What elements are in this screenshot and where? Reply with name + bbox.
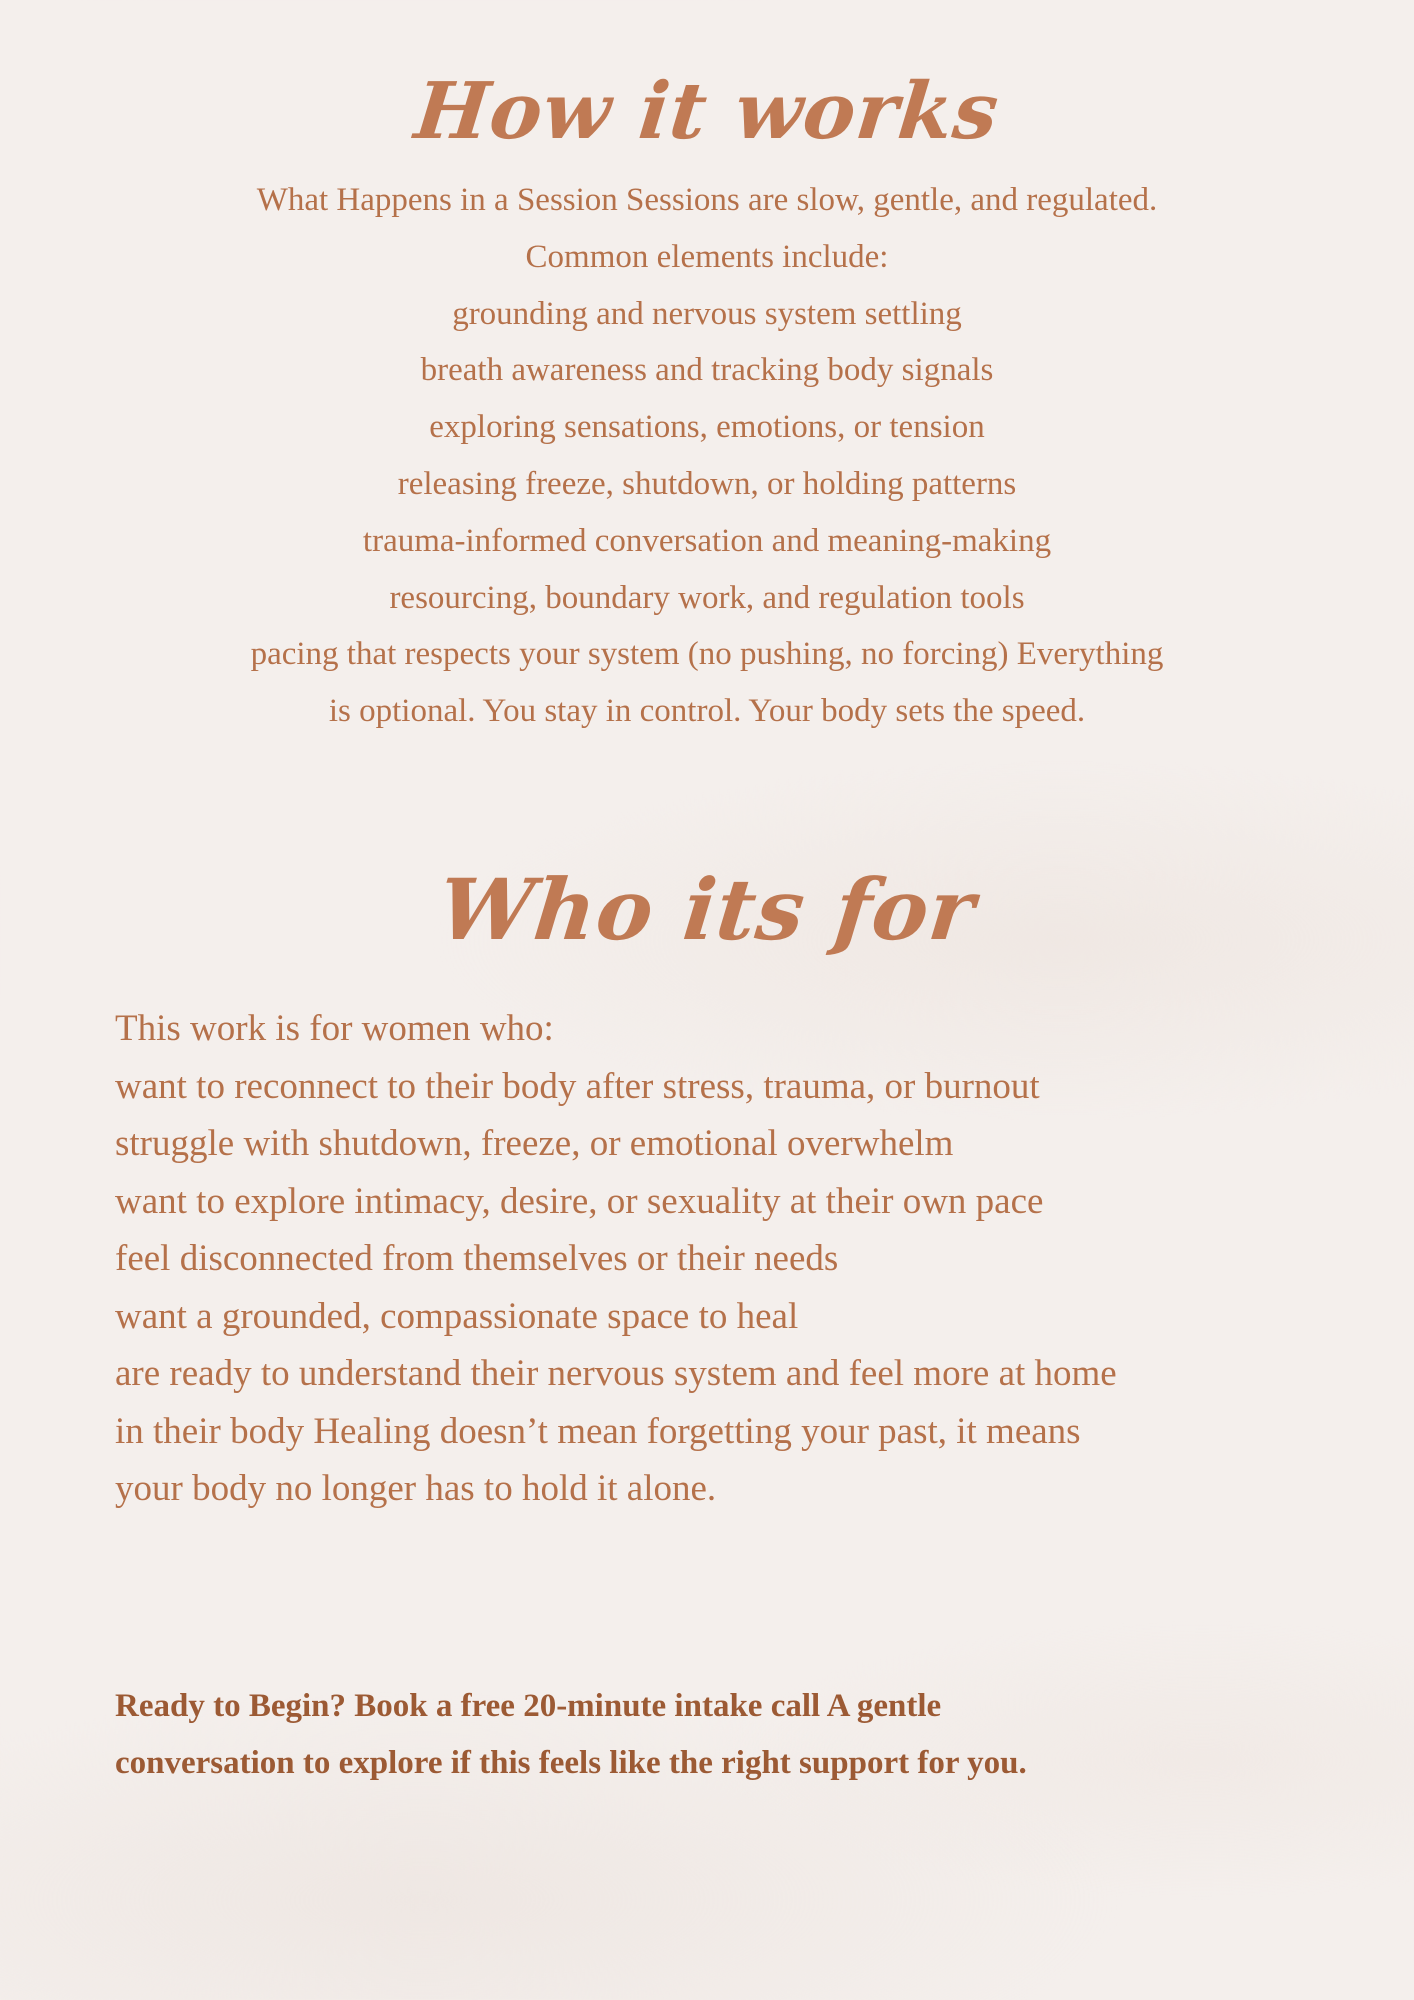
how-it-works-line: releasing freeze, shutdown, or holding patterns — [397, 465, 1017, 502]
cta-line: conversation to explore if this feels like the right support for you. — [115, 1745, 1027, 1781]
who-its-for-heading: Who its for — [434, 860, 980, 959]
who-its-for-line: your body no longer has to hold it alone. — [115, 1468, 717, 1509]
how-it-works-line: What Happens in a Session Sessions are slow, gentle, and regulated. — [256, 182, 1158, 218]
cta-line: Ready to Begin? Book a free 20-minute intake call A gentle — [115, 1688, 942, 1724]
who-its-for-line: feel disconnected from themselves or their needs — [115, 1238, 839, 1279]
how-it-works-line: breath awareness and tracking body signals — [420, 352, 994, 389]
how-it-works-line: pacing that respects your system (no pushing, no forcing) Everything — [250, 636, 1164, 673]
cta-text — [115, 1678, 1315, 1792]
who-its-for-line: want a grounded, compassionate space to heal — [115, 1295, 799, 1337]
who-its-for-line: This work is for women who: — [115, 1008, 554, 1049]
how-it-works-line: grounding and nervous system settling — [452, 295, 962, 332]
how-it-works-heading: How it works — [410, 66, 1004, 157]
how-it-works-line: resourcing, boundary work, and regulation tools — [389, 579, 1025, 616]
who-its-for-line: want to explore intimacy, desire, or sexuality at their own pace — [115, 1180, 1044, 1222]
who-its-for-body — [115, 1000, 1315, 1518]
who-its-for-line: struggle with shutdown, freeze, or emotional overwhelm — [115, 1123, 954, 1164]
who-its-for-line: want to reconnect to their body after stress, trauma, or burnout — [115, 1065, 1040, 1107]
how-it-works-line: is optional. You stay in control. Your body sets the speed. — [328, 693, 1086, 730]
how-it-works-line: exploring sensations, emotions, or tension — [429, 409, 985, 446]
how-it-works-line: Common elements include: — [525, 238, 889, 275]
who-its-for-line: are ready to understand their nervous system and feel more at home — [115, 1353, 1117, 1394]
how-it-works-body — [110, 172, 1304, 740]
how-it-works-line: trauma-informed conversation and meaning-making — [362, 522, 1052, 559]
who-its-for-line: in their body Healing doesn’t mean forgetting your past, it means — [115, 1410, 1081, 1452]
